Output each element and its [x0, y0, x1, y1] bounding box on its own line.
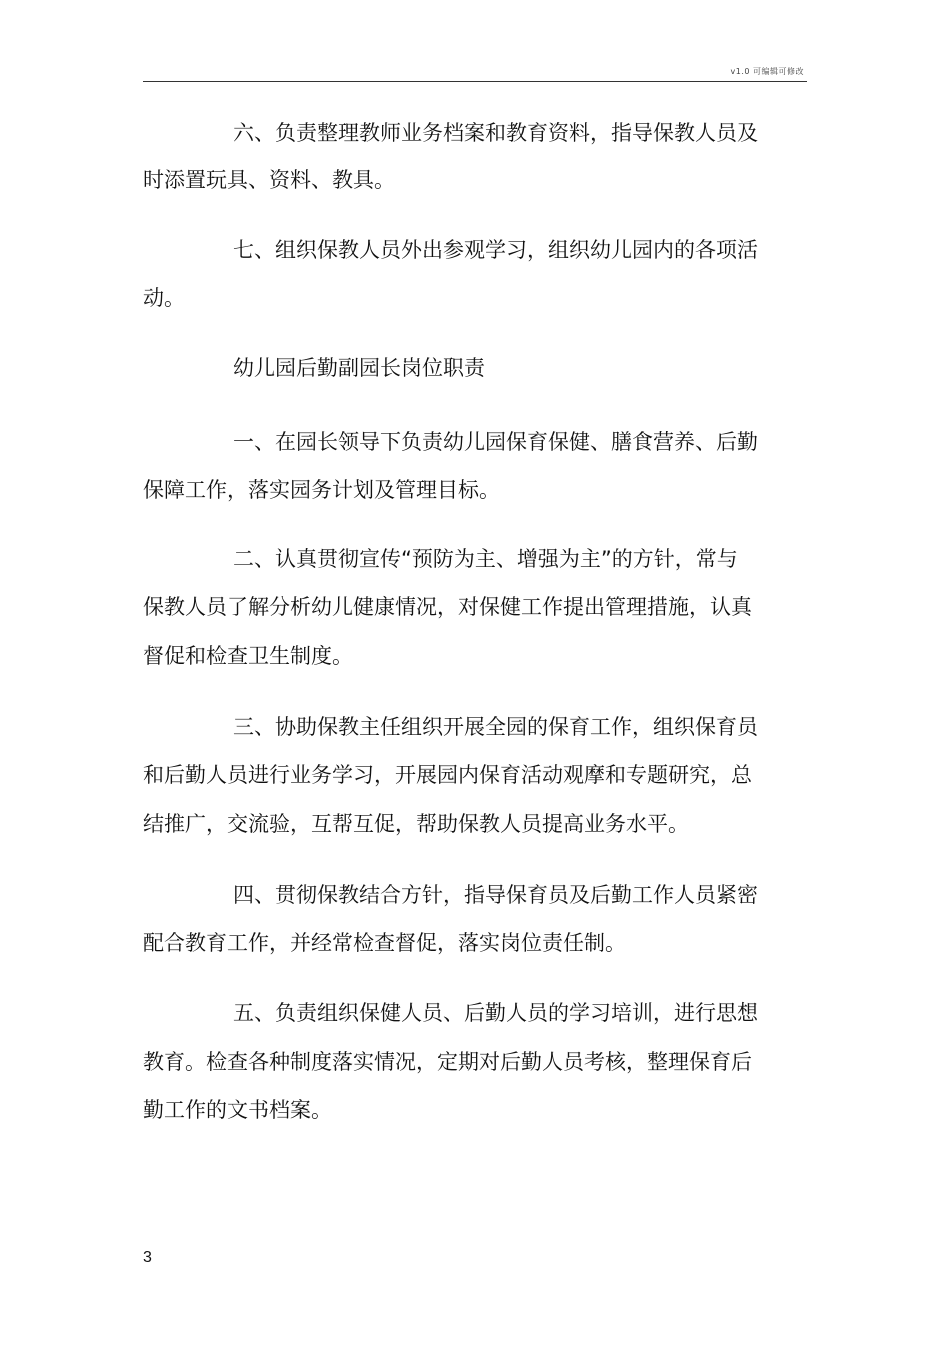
duty3-line3: 结推广，交流验，互帮互促，帮助保教人员提高业务水平。 — [143, 812, 689, 836]
duty3-line2: 和后勤人员进行业务学习，开展园内保育活动观摩和专题研究，总 — [143, 763, 752, 787]
duty5-line1: 五、负责组织保健人员、后勤人员的学习培训，进行思想 — [233, 1001, 758, 1025]
duty1-line1: 一、在园长领导下负责幼儿园保育保健、膳食营养、后勤 — [233, 430, 758, 454]
section-title: 幼儿园后勤副园长岗位职责 — [233, 356, 485, 380]
duty4-line1: 四、贯彻保教结合方针，指导保育员及后勤工作人员紧密 — [233, 883, 758, 907]
duty1-line2: 保障工作，落实园务计划及管理目标。 — [143, 478, 500, 502]
page-number: 3 — [143, 1249, 152, 1266]
item7-line1: 七、组织保教人员外出参观学习，组织幼儿园内的各项活 — [233, 238, 758, 262]
duty5-line3: 勤工作的文书档案。 — [143, 1098, 332, 1122]
item7-line2: 动。 — [143, 286, 185, 310]
duty5-line2: 教育。检查各种制度落实情况，定期对后勤人员考核，整理保育后 — [143, 1050, 752, 1074]
version-label: v1.0 可编辑可修改 — [730, 67, 804, 76]
item6-line1: 六、负责整理教师业务档案和教育资料，指导保教人员及 — [233, 121, 758, 145]
header-rule — [143, 81, 807, 82]
duty4-line2: 配合教育工作，并经常检查督促，落实岗位责任制。 — [143, 931, 626, 955]
duty2-line2: 保教人员了解分析幼儿健康情况，对保健工作提出管理措施，认真 — [143, 595, 752, 619]
duty3-line1: 三、协助保教主任组织开展全园的保育工作，组织保育员 — [233, 715, 758, 739]
item6-line2: 时添置玩具、资料、教具。 — [143, 168, 395, 192]
duty2-line3: 督促和检查卫生制度。 — [143, 644, 353, 668]
duty2-line1: 二、认真贯彻宣传“预防为主、增强为主”的方针，常与 — [233, 547, 738, 571]
